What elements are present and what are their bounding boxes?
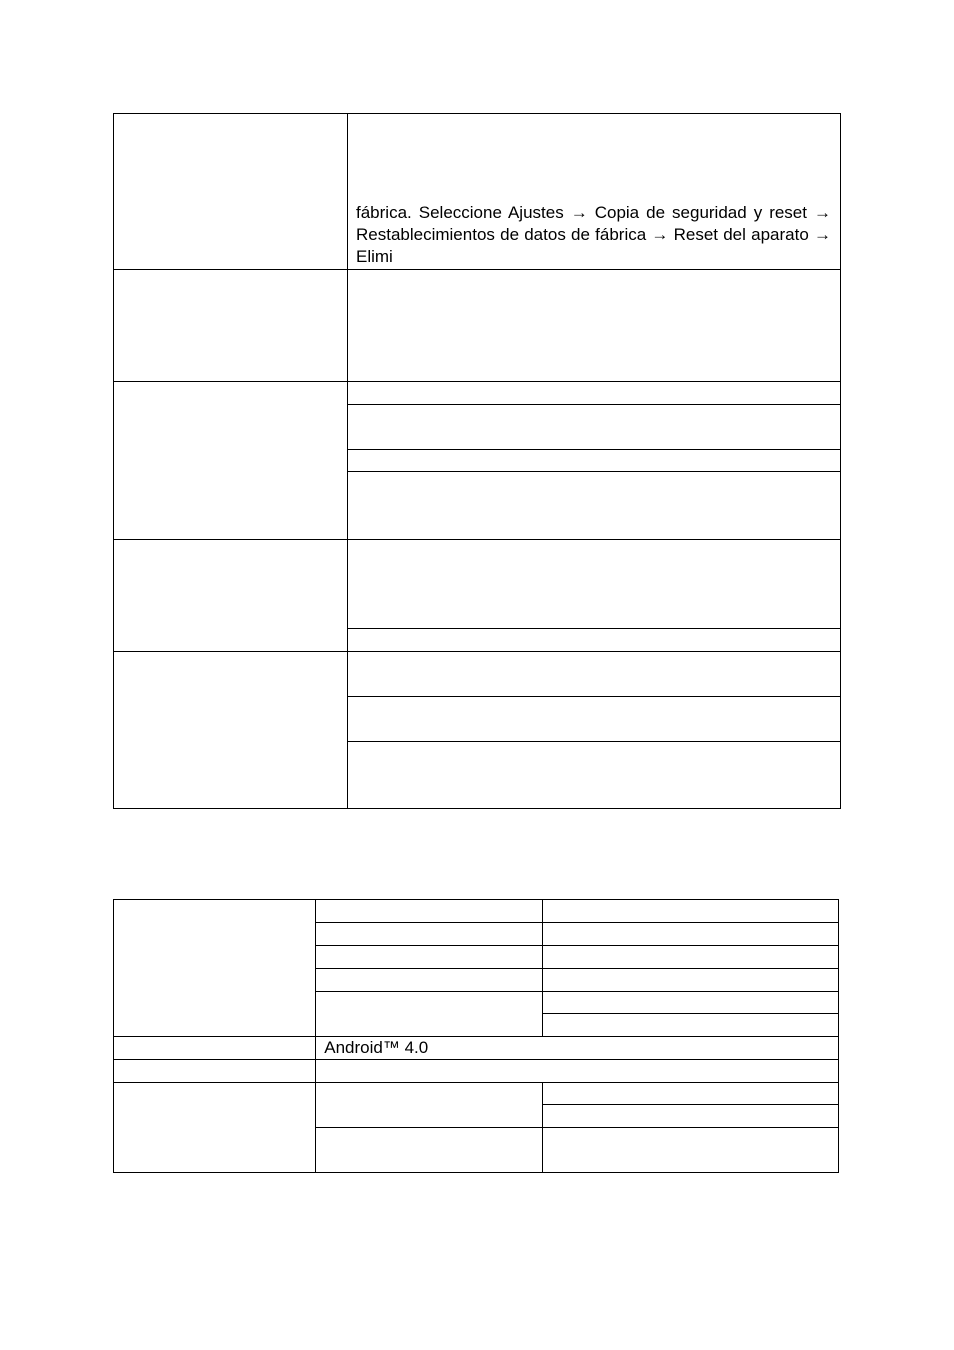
os-label-cell [114,1037,316,1060]
spec-value-2 [542,923,838,946]
solution-cell-2 [348,270,841,382]
problem-cell-5 [114,652,348,809]
problem-cell-3 [114,382,348,540]
specifications-table [113,899,839,1173]
problem-cell-1 [114,114,348,270]
solution-cell-3d [348,472,841,540]
spec-value-7 [542,1128,838,1173]
solution-cell-4b [348,629,841,652]
spec-label-3 [316,946,542,969]
spec-label-5 [316,992,542,1037]
os-value: Android™ 4.0 [316,1037,839,1060]
spec-value-6a [542,1083,838,1105]
problem-cell-2 [114,270,348,382]
spec-value-5a [542,992,838,1014]
factory-reset-instructions: fábrica. Seleccione Ajustes → Copia de seguridad y reset → Restablecimientos de datos de fábrica → Reset del aparato → Elimi [348,114,841,270]
solution-cell-5a [348,652,841,697]
spec-label-6 [316,1083,542,1128]
solution-cell-5b [348,697,841,742]
solution-cell-4a [348,540,841,629]
spec-label-4 [316,969,542,992]
solution-cell-3c [348,450,841,472]
spec-value-wide [316,1060,839,1083]
solution-cell-3b [348,405,841,450]
spec-label-2 [316,923,542,946]
problem-cell-4 [114,540,348,652]
spec-value-6b [542,1105,838,1128]
troubleshooting-table [113,113,841,809]
solution-cell-5c [348,742,841,809]
spec-group-1 [114,900,316,1037]
spec-group-3 [114,1083,316,1173]
spec-value-1 [542,900,838,923]
spec-value-3 [542,946,838,969]
solution-cell-3a [348,382,841,405]
spec-label-7 [316,1128,542,1173]
spec-value-5b [542,1014,838,1037]
spec-value-4 [542,969,838,992]
spec-label-1 [316,900,542,923]
spec-group-2 [114,1060,316,1083]
